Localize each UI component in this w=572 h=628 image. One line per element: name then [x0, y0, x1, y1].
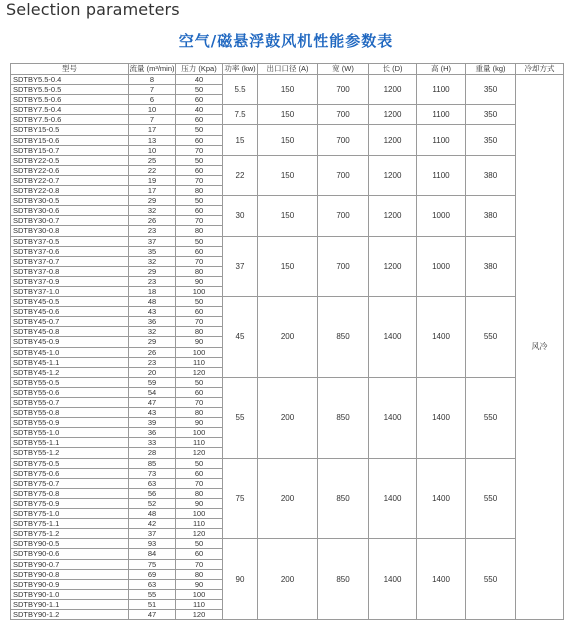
pressure-cell: 40: [176, 105, 223, 115]
pressure-cell: 70: [176, 256, 223, 266]
model-cell: SDTBY45-0.5: [11, 297, 129, 307]
flow-cell: 56: [129, 488, 176, 498]
pressure-cell: 100: [176, 589, 223, 599]
weight-cell: 350: [466, 125, 516, 155]
flow-cell: 63: [129, 478, 176, 488]
model-cell: SDTBY45-1.1: [11, 357, 129, 367]
height-cell: 1400: [417, 539, 466, 620]
flow-cell: 42: [129, 519, 176, 529]
col-header-outlet: 出口口径 (A): [258, 64, 318, 75]
model-cell: SDTBY45-1.2: [11, 367, 129, 377]
col-header-flow: 流量 (m³/min): [129, 64, 175, 73]
table-row: [11, 75, 564, 85]
pressure-cell: 110: [176, 438, 223, 448]
pressure-cell: 110: [176, 357, 223, 367]
flow-cell: 32: [129, 327, 176, 337]
outlet-cell: 150: [258, 236, 318, 297]
height-cell: 1400: [417, 297, 466, 378]
model-cell: SDTBY90-1.2: [11, 609, 129, 619]
outlet-cell: 200: [258, 377, 318, 458]
flow-cell: 43: [129, 408, 176, 418]
table-row: [11, 236, 564, 246]
pressure-cell: 100: [176, 286, 223, 296]
table-row: [11, 196, 564, 206]
pressure-cell: 50: [176, 458, 223, 468]
width-cell: 700: [318, 125, 369, 155]
flow-cell: 36: [129, 428, 176, 438]
outlet-cell: 150: [258, 125, 318, 155]
model-cell: SDTBY37-0.5: [11, 236, 129, 246]
power-cell: 45: [223, 297, 258, 378]
pressure-cell: 70: [176, 478, 223, 488]
pressure-cell: 90: [176, 337, 223, 347]
model-cell: SDTBY45-1.0: [11, 347, 129, 357]
flow-cell: 10: [129, 105, 176, 115]
table-body: [11, 75, 564, 620]
pressure-cell: 80: [176, 186, 223, 196]
pressure-cell: 120: [176, 609, 223, 619]
pressure-cell: 90: [176, 579, 223, 589]
outlet-cell: 150: [258, 75, 318, 105]
pressure-cell: 60: [176, 115, 223, 125]
model-cell: SDTBY75-0.5: [11, 458, 129, 468]
pressure-cell: 90: [176, 418, 223, 428]
weight-cell: 380: [466, 236, 516, 297]
flow-cell: 59: [129, 377, 176, 387]
parameters-table: [10, 63, 564, 620]
pressure-cell: 60: [176, 549, 223, 559]
length-cell: 1200: [369, 196, 417, 236]
pressure-cell: 110: [176, 599, 223, 609]
weight-cell: 380: [466, 196, 516, 236]
weight-cell: 380: [466, 155, 516, 195]
pressure-cell: 70: [176, 398, 223, 408]
pressure-cell: 50: [176, 155, 223, 165]
model-cell: SDTBY7.5-0.4: [11, 105, 129, 115]
model-cell: SDTBY7.5-0.6: [11, 115, 129, 125]
outlet-cell: 200: [258, 458, 318, 539]
model-cell: SDTBY75-1.1: [11, 519, 129, 529]
flow-cell: 93: [129, 539, 176, 549]
model-cell: SDTBY90-0.9: [11, 579, 129, 589]
model-cell: SDTBY22-0.6: [11, 165, 129, 175]
flow-cell: 17: [129, 125, 176, 135]
model-cell: SDTBY55-0.7: [11, 398, 129, 408]
width-cell: 850: [318, 458, 369, 539]
pressure-cell: 80: [176, 327, 223, 337]
pressure-cell: 90: [176, 276, 223, 286]
weight-cell: 350: [466, 75, 516, 105]
pressure-cell: 110: [176, 519, 223, 529]
model-cell: SDTBY37-0.8: [11, 266, 129, 276]
height-cell: 1100: [417, 75, 466, 105]
model-cell: SDTBY30-0.8: [11, 226, 129, 236]
table-row: [11, 297, 564, 307]
model-cell: SDTBY5.5-0.6: [11, 95, 129, 105]
length-cell: 1200: [369, 155, 417, 195]
model-cell: SDTBY55-0.9: [11, 418, 129, 428]
flow-cell: 48: [129, 509, 176, 519]
outlet-cell: 150: [258, 105, 318, 125]
pressure-cell: 50: [176, 377, 223, 387]
model-cell: SDTBY55-1.0: [11, 428, 129, 438]
model-cell: SDTBY15-0.6: [11, 135, 129, 145]
power-cell: 55: [223, 377, 258, 458]
pressure-cell: 70: [176, 317, 223, 327]
table-row: [11, 105, 564, 115]
flow-cell: 54: [129, 387, 176, 397]
model-cell: SDTBY45-0.7: [11, 317, 129, 327]
length-cell: 1400: [369, 539, 417, 620]
height-cell: 1100: [417, 155, 466, 195]
model-cell: SDTBY55-0.8: [11, 408, 129, 418]
pressure-cell: 60: [176, 387, 223, 397]
pressure-cell: 120: [176, 448, 223, 458]
flow-cell: 37: [129, 236, 176, 246]
model-cell: SDTBY75-0.7: [11, 478, 129, 488]
outlet-cell: 200: [258, 297, 318, 378]
weight-cell: 550: [466, 377, 516, 458]
power-cell: 7.5: [223, 105, 258, 125]
outlet-cell: 150: [258, 196, 318, 236]
model-cell: SDTBY22-0.7: [11, 175, 129, 185]
pressure-cell: 50: [176, 125, 223, 135]
pressure-cell: 70: [176, 559, 223, 569]
power-cell: 22: [223, 155, 258, 195]
model-cell: SDTBY30-0.7: [11, 216, 129, 226]
width-cell: 850: [318, 539, 369, 620]
flow-cell: 75: [129, 559, 176, 569]
flow-cell: 33: [129, 438, 176, 448]
flow-cell: 47: [129, 609, 176, 619]
pressure-cell: 100: [176, 509, 223, 519]
model-cell: SDTBY37-0.9: [11, 276, 129, 286]
flow-cell: 19: [129, 175, 176, 185]
height-cell: 1400: [417, 458, 466, 539]
pressure-cell: 80: [176, 226, 223, 236]
model-cell: SDTBY55-1.2: [11, 448, 129, 458]
pressure-cell: 60: [176, 468, 223, 478]
header-row: [11, 64, 564, 75]
model-cell: SDTBY22-0.8: [11, 186, 129, 196]
weight-cell: 350: [466, 105, 516, 125]
flow-cell: 84: [129, 549, 176, 559]
flow-cell: 47: [129, 398, 176, 408]
flow-cell: 63: [129, 579, 176, 589]
flow-cell: 28: [129, 448, 176, 458]
length-cell: 1400: [369, 458, 417, 539]
flow-cell: 7: [129, 115, 176, 125]
power-cell: 75: [223, 458, 258, 539]
pressure-cell: 70: [176, 145, 223, 155]
pressure-cell: 90: [176, 498, 223, 508]
width-cell: 700: [318, 236, 369, 297]
width-cell: 700: [318, 196, 369, 236]
length-cell: 1400: [369, 297, 417, 378]
flow-cell: 7: [129, 85, 176, 95]
flow-cell: 18: [129, 286, 176, 296]
flow-cell: 20: [129, 367, 176, 377]
outlet-cell: 150: [258, 155, 318, 195]
pressure-cell: 70: [176, 175, 223, 185]
model-cell: SDTBY45-0.6: [11, 307, 129, 317]
model-cell: SDTBY5.5-0.4: [11, 75, 129, 85]
model-cell: SDTBY75-0.8: [11, 488, 129, 498]
model-cell: SDTBY5.5-0.5: [11, 85, 129, 95]
power-cell: 15: [223, 125, 258, 155]
pressure-cell: 80: [176, 408, 223, 418]
model-cell: SDTBY55-0.6: [11, 387, 129, 397]
model-cell: SDTBY15-0.7: [11, 145, 129, 155]
flow-cell: 36: [129, 317, 176, 327]
flow-cell: 39: [129, 418, 176, 428]
flow-cell: 55: [129, 589, 176, 599]
table-row: [11, 155, 564, 165]
power-cell: 5.5: [223, 75, 258, 105]
table-row: [11, 125, 564, 135]
model-cell: SDTBY55-0.5: [11, 377, 129, 387]
flow-cell: 37: [129, 529, 176, 539]
height-cell: 1000: [417, 196, 466, 236]
table-row: [11, 539, 564, 549]
model-cell: SDTBY45-0.8: [11, 327, 129, 337]
flow-cell: 26: [129, 347, 176, 357]
length-cell: 1200: [369, 105, 417, 125]
pressure-cell: 50: [176, 297, 223, 307]
pressure-cell: 50: [176, 85, 223, 95]
flow-cell: 6: [129, 95, 176, 105]
table-container: [10, 63, 564, 620]
pressure-cell: 80: [176, 488, 223, 498]
width-cell: 850: [318, 297, 369, 378]
model-cell: SDTBY90-0.7: [11, 559, 129, 569]
table-title: 空气/磁悬浮鼓风机性能参数表: [178, 32, 394, 50]
pressure-cell: 50: [176, 539, 223, 549]
flow-cell: 26: [129, 216, 176, 226]
model-cell: SDTBY75-0.9: [11, 498, 129, 508]
model-cell: SDTBY30-0.6: [11, 206, 129, 216]
height-cell: 1100: [417, 105, 466, 125]
pressure-cell: 60: [176, 246, 223, 256]
table-row: [11, 377, 564, 387]
model-cell: SDTBY45-0.9: [11, 337, 129, 347]
pressure-cell: 80: [176, 266, 223, 276]
pressure-cell: 100: [176, 428, 223, 438]
power-cell: 37: [223, 236, 258, 297]
col-header-cooling: 冷却方式: [516, 64, 564, 75]
pressure-cell: 120: [176, 367, 223, 377]
flow-cell: 17: [129, 186, 176, 196]
col-header-width: 宽 (W): [318, 64, 369, 75]
model-cell: SDTBY37-0.6: [11, 246, 129, 256]
flow-cell: 29: [129, 337, 176, 347]
flow-cell: 10: [129, 145, 176, 155]
pressure-cell: 60: [176, 95, 223, 105]
pressure-cell: 60: [176, 307, 223, 317]
pressure-cell: 50: [176, 236, 223, 246]
flow-cell: 29: [129, 266, 176, 276]
model-cell: SDTBY90-0.6: [11, 549, 129, 559]
col-header-pressure: 压力 (Kpa): [176, 64, 223, 75]
table-row: [11, 458, 564, 468]
model-cell: SDTBY75-1.2: [11, 529, 129, 539]
model-cell: SDTBY55-1.1: [11, 438, 129, 448]
model-cell: SDTBY75-1.0: [11, 509, 129, 519]
outlet-cell: 200: [258, 539, 318, 620]
height-cell: 1100: [417, 125, 466, 155]
col-header-height: 高 (H): [417, 64, 466, 75]
model-cell: SDTBY75-0.6: [11, 468, 129, 478]
flow-cell: 35: [129, 246, 176, 256]
pressure-cell: 70: [176, 216, 223, 226]
page-heading: Selection parameters: [6, 0, 180, 19]
width-cell: 700: [318, 75, 369, 105]
flow-cell: 23: [129, 276, 176, 286]
length-cell: 1400: [369, 377, 417, 458]
col-header-power: 功率 (kw): [224, 64, 256, 73]
cooling-cell: 风冷: [516, 75, 564, 620]
col-header-length: 长 (D): [369, 64, 417, 75]
pressure-cell: 120: [176, 529, 223, 539]
length-cell: 1200: [369, 236, 417, 297]
flow-cell: 69: [129, 569, 176, 579]
flow-cell: 29: [129, 196, 176, 206]
weight-cell: 550: [466, 297, 516, 378]
length-cell: 1200: [369, 75, 417, 105]
weight-cell: 550: [466, 539, 516, 620]
pressure-cell: 60: [176, 135, 223, 145]
height-cell: 1400: [417, 377, 466, 458]
flow-cell: 23: [129, 357, 176, 367]
flow-cell: 32: [129, 256, 176, 266]
power-cell: 30: [223, 196, 258, 236]
flow-cell: 52: [129, 498, 176, 508]
flow-cell: 48: [129, 297, 176, 307]
model-cell: SDTBY37-1.0: [11, 286, 129, 296]
weight-cell: 550: [466, 458, 516, 539]
pressure-cell: 100: [176, 347, 223, 357]
flow-cell: 8: [129, 75, 176, 85]
flow-cell: 13: [129, 135, 176, 145]
flow-cell: 51: [129, 599, 176, 609]
model-cell: SDTBY90-1.1: [11, 599, 129, 609]
length-cell: 1200: [369, 125, 417, 155]
flow-cell: 22: [129, 165, 176, 175]
model-cell: SDTBY15-0.5: [11, 125, 129, 135]
pressure-cell: 60: [176, 165, 223, 175]
model-cell: SDTBY37-0.7: [11, 256, 129, 266]
width-cell: 700: [318, 155, 369, 195]
model-cell: SDTBY90-1.0: [11, 589, 129, 599]
pressure-cell: 60: [176, 206, 223, 216]
flow-cell: 73: [129, 468, 176, 478]
width-cell: 700: [318, 105, 369, 125]
flow-cell: 25: [129, 155, 176, 165]
model-cell: SDTBY90-0.5: [11, 539, 129, 549]
model-cell: SDTBY22-0.5: [11, 155, 129, 165]
flow-cell: 23: [129, 226, 176, 236]
model-cell: SDTBY90-0.8: [11, 569, 129, 579]
flow-cell: 43: [129, 307, 176, 317]
col-header-weight: 重量 (kg): [466, 64, 516, 75]
col-header-model: 型号: [11, 64, 129, 75]
height-cell: 1000: [417, 236, 466, 297]
width-cell: 850: [318, 377, 369, 458]
flow-cell: 85: [129, 458, 176, 468]
model-cell: SDTBY30-0.5: [11, 196, 129, 206]
pressure-cell: 50: [176, 196, 223, 206]
pressure-cell: 40: [176, 75, 223, 85]
pressure-cell: 80: [176, 569, 223, 579]
power-cell: 90: [223, 539, 258, 620]
flow-cell: 32: [129, 206, 176, 216]
